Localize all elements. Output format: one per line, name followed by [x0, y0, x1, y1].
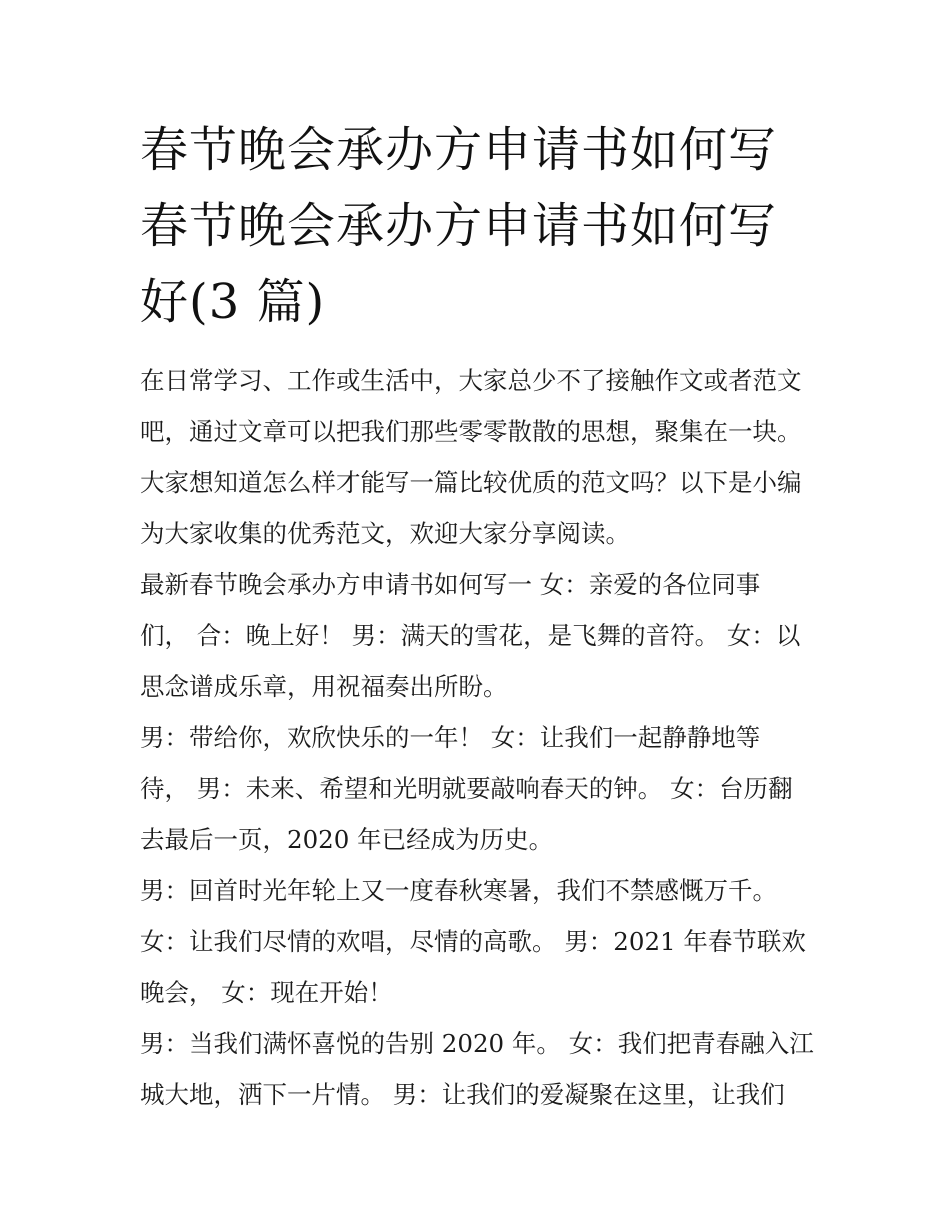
- body-line: 为大家收集的优秀范文，欢迎大家分享阅读。: [140, 519, 630, 548]
- body-line: 最新春节晚会承办方申请书如何写一 女：亲爱的各位同事: [140, 570, 761, 599]
- document-title: [140, 112, 820, 340]
- body-line: 男：带给你，欢欣快乐的一年！ 女：让我们一起静静地等: [140, 723, 761, 752]
- title-line: 春节晚会承办方申请书如何写: [140, 198, 778, 254]
- body-line: 们， 合：晚上好！ 男：满天的雪花，是飞舞的音符。 女：以: [140, 621, 801, 650]
- body-line: 待， 男：未来、希望和光明就要敲响春天的钟。 女：台历翻: [140, 774, 793, 803]
- title-line: 春节晚会承办方申请书如何写: [140, 122, 778, 178]
- body-line: 男：当我们满怀喜悦的告别 2020 年。 女：我们把青春融入江: [140, 1029, 814, 1058]
- document-body: [140, 355, 816, 1120]
- body-line: 男：回首时光年轮上又一度春秋寒暑，我们不禁感慨万千。: [140, 876, 777, 905]
- body-line: 女：让我们尽情的欢唱，尽情的高歌。 男：2021 年春节联欢: [140, 927, 806, 956]
- body-line: 晚会， 女：现在开始！: [140, 978, 393, 1007]
- body-line: 大家想知道怎么样才能写一篇比较优质的范文吗？以下是小编: [140, 468, 802, 497]
- body-line: 在日常学习、工作或生活中，大家总少不了接触作文或者范文: [140, 366, 802, 395]
- title-line: 好(3 篇): [140, 274, 326, 330]
- body-line: 思念谱成乐章，用祝福奏出所盼。: [140, 672, 508, 701]
- body-line: 城大地，洒下一片情。 男：让我们的爱凝聚在这里，让我们: [140, 1080, 785, 1109]
- body-line: 吧，通过文章可以把我们那些零零散散的思想，聚集在一块。: [140, 417, 802, 446]
- body-line: 去最后一页，2020 年已经成为历史。: [140, 825, 554, 854]
